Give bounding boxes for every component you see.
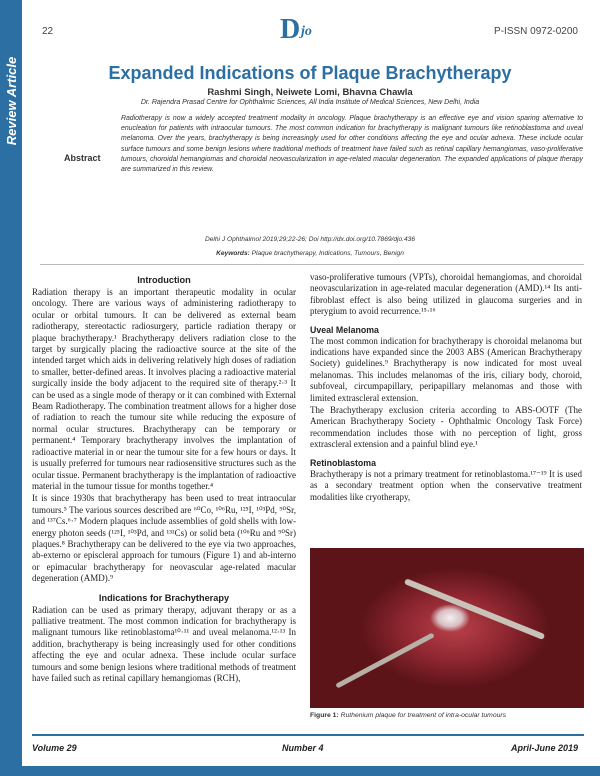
intro-paragraph-1: Radiation therapy is an important therapeutic modality in ocular oncology. There are various ways of administering radiotherapy to ocular or orbital tumours. It can be delivered as external beam radiotherapy, stereotactic radiosurgery, particle radiation therapy or plaque brachytherapy.¹ Brachytherapy delivers radiation close to the target by surgically placing the radioactive source at the site of the intended target which aids in delivering relatively high doses of radiation to smaller, better-defined areas. It involves placing a radioactive material surgically inside the body adjacent to the required site of therapy.²·³ It can be used as a single mode of therapy or it can combined with External Beam Radiotherapy. The combination treatment allows for a higher dose of radiation to reach the tumour site while reducing the exposure of normal ocular structures. Brachytherapy can be temporary or permanent.⁴ Temporary brachytherapy involves the implantation of radioactive material in or near the tumour site for a few hours or days. It is usually preferred for tumours near radiosensitive structures such as the ocular tissue. Permanent brachytherapy is the implantation of radioactive material in the tumour tissue for months together.⁴ bbox=[32, 287, 296, 491]
article-title: Expanded Indications of Plaque Brachytherapy bbox=[108, 63, 512, 83]
bottom-band bbox=[0, 766, 600, 776]
abstract-text: Radiotherapy is now a widely accepted treatment modality in oncology. Plaque brachytherapy is an effective eye and vision sparing alternative to enucleation for patients with intraocular tumours. The most common indication for brachytherapy is malignant tumours like retinoblastoma and uveal melanoma. Over the years, brachytherapy is being increasingly used for other conditions affecting the eye and ocular adnexa. These include ocular surface tumours and some benign lesions where traditional methods of treatment have failed such as retinal capillary hemangiomas, vaso-proliferative tumours, choroidal hemangiomas and choroidal neovascularization in age-related macular degeneration. The expanded applications of plaque therapy are summarized in this review. bbox=[121, 115, 583, 174]
logo-letters-jo: jo bbox=[301, 24, 312, 39]
uveal-heading: Uveal Melanoma bbox=[310, 324, 379, 335]
authors: Rashmi Singh, Neiwete Lomi, Bhavna Chawla bbox=[207, 87, 413, 98]
figure-1-image bbox=[310, 548, 584, 708]
divider bbox=[40, 264, 584, 265]
right-column bbox=[310, 272, 582, 504]
surgical-instrument bbox=[335, 632, 434, 688]
figure-caption bbox=[310, 712, 584, 719]
figure-caption-text: Ruthenium plaque for treatment of intra-ocular tumours bbox=[340, 712, 507, 719]
citation: Delhi J Ophthalmol 2019;29;22-26; Doi http://dx.doi.org/10.7869/djo.436 bbox=[204, 236, 416, 243]
footer-number: Number 4 bbox=[282, 743, 324, 753]
uveal-paragraph-1: The most common indication for brachytherapy is choroidal melanoma but indications have expanded since the 2003 ABS (American Brachytherapy Society) guidelines.⁹ Brachytherapy is now indicated for most uveal melanomas. This includes melanomas of the iris, ciliary body, choroid, subfoveal, circumpapillary, peripapillary melanomas and those with limited extrascleral extension. bbox=[310, 335, 582, 403]
uveal-paragraph-2: The Brachytherapy exclusion criteria according to ABS-OOTF (The American Brachytherapy Society - Ophthalmic Oncology Task Force) recommendation includes those with no perception of light, gross extrascleral extension and a painful blind eye.¹ bbox=[310, 405, 582, 450]
logo-letter-d: D bbox=[280, 14, 301, 45]
side-band bbox=[0, 0, 22, 776]
left-column bbox=[32, 272, 296, 685]
figure-caption-label: Figure 1: bbox=[310, 712, 339, 719]
keywords-text: Plaque brachytherapy, Indications, Tumours, Benign bbox=[251, 250, 404, 257]
intro-paragraph-2: It is since 1930s that brachytherapy has been used to treat intraocular tumours.⁵ The various sources described are ⁶⁰Co, ¹⁰⁶Ru, ¹²⁵I, ¹⁰³Pd, ⁹⁰Sr, and ¹³⁷Cs.⁶·⁷ Modern plaques include assemblies of gold shells with low-energy photon seeds (¹²⁵I, ¹⁰³Pd, and ¹³¹Cs) or solid beta (¹⁰⁶Ru and ⁹⁰Sr) plaques.⁸ Brachytherapy can be delivered to the eye via two approaches, ab-externo or episcleral approach for tumours (Figure 1) and ab-interno or epimacular brachytherapy for neovascular age-related macular degeneration (AMD).⁹ bbox=[32, 493, 296, 584]
right-paragraph-1: vaso-proliferative tumours (VPTs), choroidal hemangiomas, and choroidal neovascularization in age-related macular degeneration (AMD).¹⁴ Its anti-fibroblast effect is also being utilized in glaucoma surgeries and in pterygium to avoid recurrence.¹⁵·¹⁶ bbox=[310, 272, 582, 317]
surgical-instrument bbox=[404, 578, 545, 640]
footer-rule bbox=[32, 734, 584, 736]
intro-heading: Introduction bbox=[137, 275, 191, 285]
footer-date: April-June 2019 bbox=[510, 743, 578, 753]
retino-paragraph-1: Brachytherapy is not a primary treatment for retinoblastoma.¹⁷⁻¹⁹ It is used as a secondary treatment option when the conservative treatment modalities like cryotherapy, bbox=[310, 468, 582, 502]
journal-logo bbox=[280, 14, 320, 44]
article-type-label: Review Article bbox=[4, 56, 19, 146]
indications-heading: Indications for Brachytherapy bbox=[98, 592, 230, 603]
keywords bbox=[40, 250, 580, 257]
indications-paragraph-1: Radiation can be used as primary therapy, adjuvant therapy or as a palliative treatment. The most common indication for brachytherapy is malignant tumours like retinoblastoma¹⁰·¹¹ and uveal melanoma.¹²·¹³ In addition, brachytherapy is being increasingly used for other conditions affecting the eye and ocular adnexa. These include ocular surface tumours and some benign lesions where traditional methods of treatment have failed such as retinal capillary hemangiomas (RCH), bbox=[32, 604, 296, 683]
abstract-label: Abstract bbox=[64, 153, 101, 163]
page-number: 22 bbox=[42, 26, 54, 37]
footer-volume: Volume 29 bbox=[32, 743, 77, 753]
retino-heading: Retinoblastoma bbox=[310, 457, 376, 468]
keywords-label: Keywords: bbox=[216, 250, 250, 257]
issn: P-ISSN 0972-0200 bbox=[494, 26, 578, 37]
affiliation: Dr. Rajendra Prasad Centre for Ophthalmic Sciences, All India Institute of Medical Sciences, New Delhi, India bbox=[140, 99, 480, 106]
